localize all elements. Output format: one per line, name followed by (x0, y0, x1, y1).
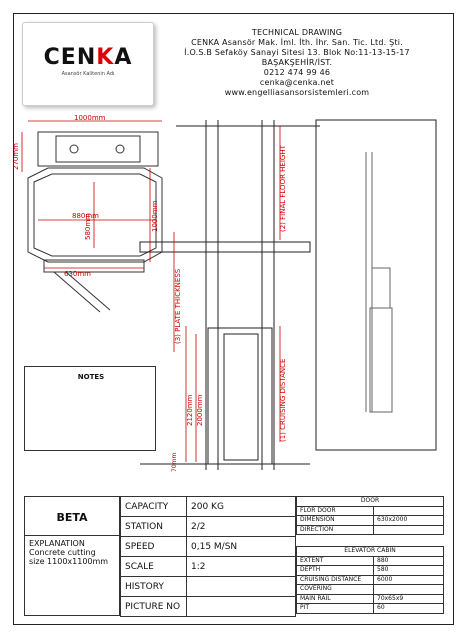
cabin-door (224, 334, 258, 460)
notes-box (24, 366, 156, 451)
logo: CENKA (43, 45, 133, 70)
dim-outer-depth: 1000mm (151, 200, 159, 232)
dim-inner-depth: 580mm (84, 213, 92, 240)
label-cruising-distance: (1) CRUISING DISTANCE (279, 358, 287, 442)
header-phone: 0212 474 99 46 (263, 68, 331, 77)
logo-tagline: Asansör Kalitenin Adı (61, 71, 115, 77)
cabin-row: MAIN RAIL 70x65x9 (297, 594, 444, 604)
dim-door-height: 2000mm (196, 394, 204, 426)
explanation-text-1: Concrete cutting (29, 548, 96, 557)
dim-width-top: 1000mm (74, 114, 106, 122)
door-row: DIRECTION (297, 525, 444, 535)
cabin-row: DEPTH 580 (297, 566, 444, 576)
model-box (24, 496, 120, 616)
door-row: FLOR DOOR (297, 506, 444, 516)
label-plate-thickness: (3) PLATE THICKNESS (174, 268, 182, 344)
label-final-floor-height: (2) FINAL FLOOR HEIGHT (279, 145, 287, 232)
cabin-row: CRUISING DISTANCE 6000 (297, 575, 444, 585)
dim-height-left: 270mm (12, 143, 20, 170)
spec-row: SCALE 1:2 (121, 557, 296, 577)
header-district: BAŞAKŞEHİR/İST. (261, 58, 333, 67)
spec-row: HISTORY (121, 577, 296, 597)
spec-row: STATION 2/2 (121, 517, 296, 537)
section-view-drawing (140, 112, 440, 474)
dim-pit: 70mm (171, 452, 178, 472)
model-name: BETA (56, 511, 88, 524)
cabin-row: COVERING (297, 585, 444, 595)
dim-cabin-height: 2120mm (186, 394, 194, 426)
dim-door-width: 630mm (64, 270, 91, 278)
cabin-title: ELEVATOR CABİN (297, 547, 444, 557)
door-title: DOOR (297, 497, 444, 507)
explanation-text-2: size 1100x1100mm (29, 557, 109, 566)
header-website: www.engelliasansorsistemleri.com (224, 88, 370, 97)
cabin-row: EXTENT 880 (297, 556, 444, 566)
spec-row: SPEED 0,15 M/SN (121, 537, 296, 557)
spec-table (120, 496, 296, 617)
cabin-row: PIT 60 (297, 604, 444, 614)
header-email: cenka@cenka.net (259, 78, 335, 87)
side-panel (370, 308, 392, 412)
door-table (296, 496, 444, 535)
spec-row: PICTURE NO (121, 597, 296, 617)
floor-slab (140, 242, 310, 252)
cabin-table (296, 546, 444, 614)
header-address: İ.O.S.B Sefaköy Sanayi Sitesi 13. Blok No:11-13-15-17 (184, 48, 410, 57)
spec-row: CAPACITY 200 KG (121, 497, 296, 517)
door-row: DIMENSION 630x2000 (297, 516, 444, 526)
dim-inner-width: 880mm (72, 212, 99, 220)
logo-box (22, 22, 154, 106)
header-title: TECHNICAL DRAWING (251, 28, 343, 37)
notes-title: NOTES (77, 373, 105, 381)
explanation-label: EXPLANATION (29, 539, 85, 548)
header-company: CENKA Asansör Mak. İml. İth. İhr. San. Tic. Ltd. Şti. (191, 38, 403, 47)
